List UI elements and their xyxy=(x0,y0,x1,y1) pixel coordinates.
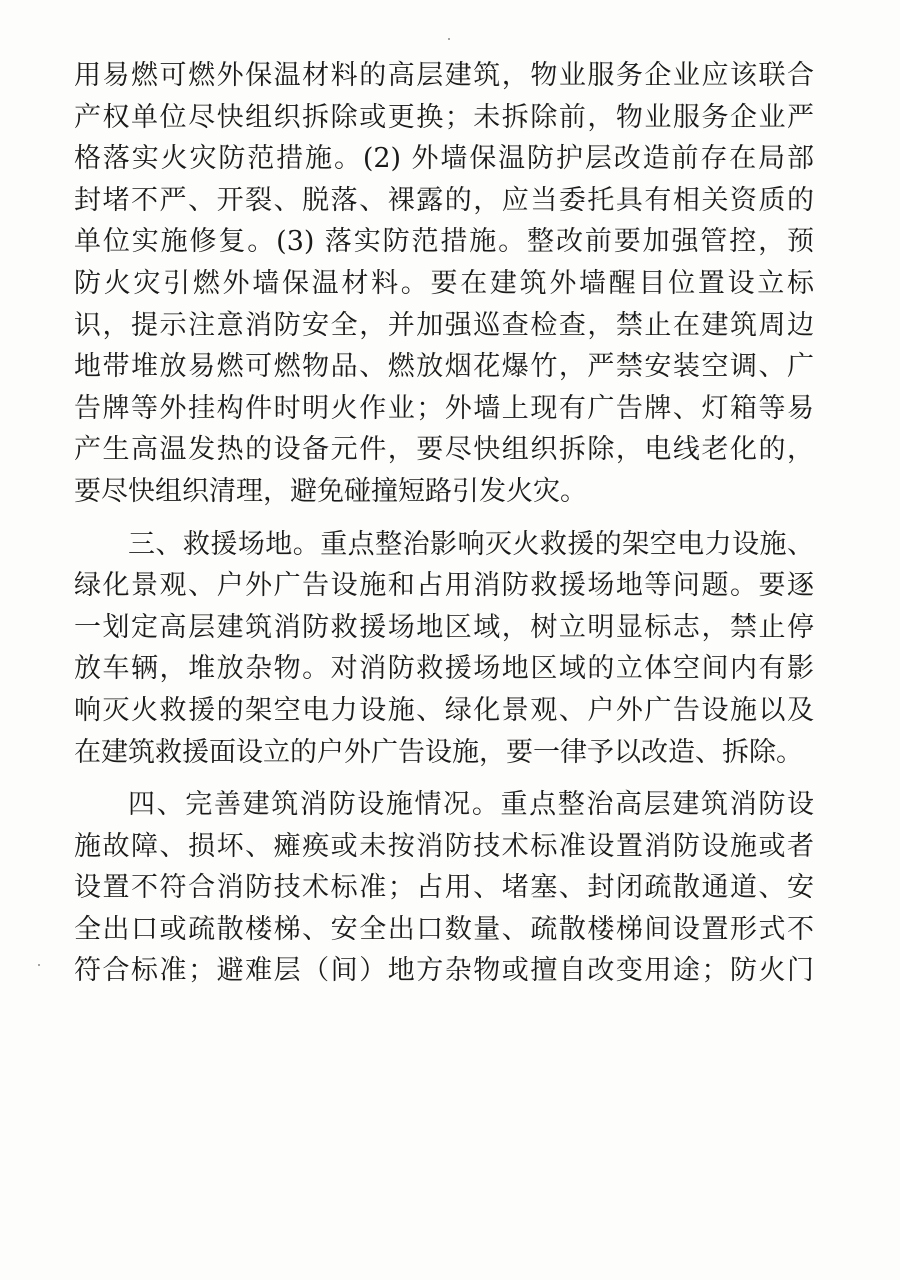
text-line: 封堵不严、开裂、脱落、裸露的，应当委托具有相关资质的 xyxy=(74,184,814,216)
text-line: 全出口或疏散楼梯、安全出口数量、疏散楼梯间设置形式不 xyxy=(74,913,814,945)
text-line: 格落实火灾防范措施。(2) 外墙保温防护层改造前存在局部 xyxy=(74,143,814,175)
text-line: 响灭火救援的架空电力设施、绿化景观、户外广告设施以及 xyxy=(74,694,814,726)
text-line: 一划定高层建筑消防救援场地区域，树立明显标志，禁止停 xyxy=(74,611,814,643)
section-3-heading-line: 三、救援场地。重点整治影响灭火救援的架空电力设施、 xyxy=(128,528,814,560)
scan-speck xyxy=(448,38,450,40)
text-line: 用易燃可燃外保温材料的高层建筑，物业服务企业应该联合 xyxy=(74,60,814,91)
text-line: 产权单位尽快组织拆除或更换；未拆除前，物业服务企业严 xyxy=(74,101,814,133)
body-text xyxy=(74,55,814,992)
text-line: 告牌等外挂构件时明火作业；外墙上现有广告牌、灯箱等易 xyxy=(74,392,814,424)
text-line: 识，提示注意消防安全，并加强巡查检查，禁止在建筑周边 xyxy=(74,309,814,341)
text-line: 放车辆，堆放杂物。对消防救援场地区域的立体空间内有影 xyxy=(74,653,814,685)
text-line: 单位实施修复。(3) 落实防范措施。整改前要加强管控，预 xyxy=(74,226,814,258)
text-line: 施故障、损坏、瘫痪或未按消防技术标准设置消防设施或者 xyxy=(74,830,814,862)
paragraph-gap xyxy=(74,513,814,524)
text-line: 要尽快组织清理，避免碰撞短路引发火灾。 xyxy=(74,475,587,507)
text-line: 产生高温发热的设备元件，要尽快组织拆除，电线老化的， xyxy=(74,434,814,466)
scan-speck xyxy=(38,964,40,966)
paragraph-gap xyxy=(74,773,814,784)
text-line: 在建筑救援面设立的户外广告设施，要一律予以改造、拆除。 xyxy=(74,736,803,768)
text-line: 防火灾引燃外墙保温材料。要在建筑外墙醒目位置设立标 xyxy=(74,267,814,299)
text-line: 符合标准；避难层（间）地方杂物或擅自改变用途；防火门 xyxy=(74,955,814,987)
section-4-heading-line: 四、完善建筑消防设施情况。重点整治高层建筑消防设 xyxy=(128,789,814,821)
text-line: 设置不符合消防技术标准；占用、堵塞、封闭疏散通道、安 xyxy=(74,872,814,904)
text-line: 地带堆放易燃可燃物品、燃放烟花爆竹，严禁安装空调、广 xyxy=(74,351,814,383)
text-line: 绿化景观、户外广告设施和占用消防救援场地等问题。要逐 xyxy=(74,570,814,602)
